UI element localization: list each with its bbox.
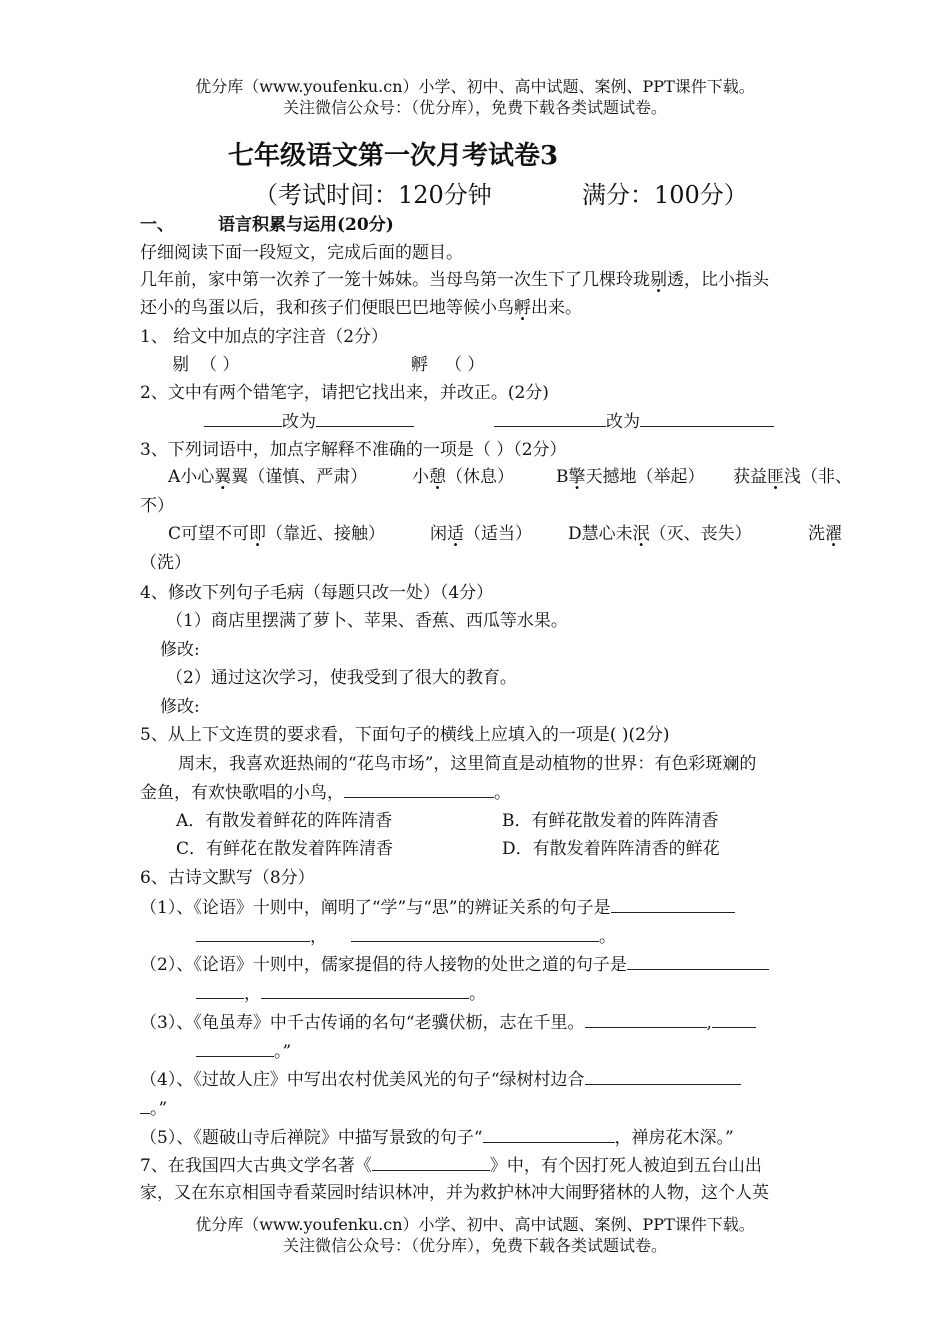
q6-item-4-cont: 。” [140,1097,167,1120]
question-7-line-1: 7、在我国四大古典文学名著《 》中，有个因打死人被迫到五台山出 [140,1156,762,1176]
question-7-line-2: 家，又在东京相国寺看菜园时结识林冲，并为救护林冲大闹野猪林的人物，这个人英 [140,1183,769,1203]
dotted-char: 剔 [650,270,667,290]
full-score: 满分：100分） [582,181,748,209]
answer-blank [316,410,414,427]
page-title: 七年级语文第一次月考试卷3 [228,141,559,171]
q3-option-d2: 洗濯 [808,524,842,544]
q4-sentence-2: （2）通过这次学习，使我受到了很大的教育。 [166,668,517,688]
answer-blank [627,953,769,970]
q6-item-1: （1）、《论语》十则中，阐明了“学”与“思”的辨证关系的句子是 [140,896,735,919]
exam-time: （考试时间：120分钟 [254,181,492,209]
q5-option-a: A．有散发着鲜花的阵阵清香 [176,811,393,831]
q3-option-d1: D慧心未泯（灭、丧失） [568,524,752,544]
q6-item-2-cont: ， 。 [196,982,486,1005]
answer-blank [611,896,735,913]
answer-blank [140,1097,150,1114]
q1-char-a: 剔 [172,355,189,375]
answer-blank [351,925,599,942]
q6-item-3: （3）、《龟虽寿》中千古传诵的名句“老骥伏枥，志在千里。 , [140,1011,756,1034]
footer-line-1: 优分库（www.youfenku.cn）小学、初中、高中试题、案例、PPT课件下载。 [195,1215,755,1234]
q5-option-b: B．有鲜花散发着的阵阵清香 [502,811,719,831]
q2-blanks: 改为 改为 [204,410,774,433]
q4-fix-label-1: 修改: [160,640,200,660]
answer-blank [372,1154,490,1171]
answer-blank [585,1011,707,1028]
passage-line-2: 还小的鸟蛋以后，我和孩子们便眼巴巴地等候小鸟孵出来。 [140,298,582,318]
question-3-stem: 3、下列词语中，加点字解释不准确的一项是（ ）（2分） [140,440,567,460]
answer-blank [712,1011,756,1028]
q5-option-d: D．有散发着阵阵清香的鲜花 [502,839,720,859]
answer-blank [261,982,469,999]
q1-answer-b: （ ） [445,355,485,375]
answer-blank [204,410,282,427]
passage-line-1: 几年前，家中第一次养了一笼十姊妹。当母鸟第一次生下了几棵玲珑剔透，比小指头 [140,270,769,290]
q5-passage-line-2: 金鱼，有欢快歌唱的小鸟， 。 [140,783,511,803]
answer-blank [483,1126,615,1143]
passage-intro: 仔细阅读下面一段短文，完成后面的题目。 [140,243,463,263]
answer-blank [640,410,774,427]
q1-char-b: 孵 [411,355,428,375]
q6-item-1-cont: ， 。 [196,925,616,948]
answer-blank [344,781,494,798]
q5-option-c: C．有鲜花在散发着阵阵清香 [176,839,394,859]
answer-blank [585,1068,741,1085]
q3-option-b1: B擎天撼地（举起） [556,467,705,487]
q6-item-5: （5）、《题破山寺后禅院》中描写景致的句子“ ，禅房花木深。” [140,1128,734,1148]
header-line-2: 关注微信公众号：（优分库），免费下载各类试题试卷。 [282,98,667,117]
q3-option-c1: C可望不可即（靠近、接触） [168,524,386,544]
question-6-stem: 6、古诗文默写（8分） [140,868,315,888]
q3-option-d-wrap: （洗） [140,553,191,573]
q5-passage-line-1: 周末，我喜欢逛热闹的“花鸟市场”，这里简直是动植物的世界：有色彩斑斓的 [178,754,757,774]
question-4-stem: 4、修改下列句子毛病（每题只改一处）（4分） [140,583,494,603]
q3-option-b2: 获益匪浅（非、 [733,467,852,487]
q1-answer-a: （ ） [200,355,240,375]
answer-blank [494,410,606,427]
question-2-stem: 2、文中有两个错笔字，请把它找出来，并改正。(2分) [140,383,549,403]
header-line-1: 优分库（www.youfenku.cn）小学、初中、高中试题、案例、PPT课件下载。 [195,77,755,96]
q3-option-a2: 小憩（休息） [412,467,514,487]
q3-option-a1: A小心翼翼（谨慎、严肃） [168,467,368,487]
q3-option-b-wrap: 不） [140,496,174,516]
answer-blank [196,982,244,999]
q6-item-2: （2）、《论语》十则中，儒家提倡的待人接物的处世之道的句子是 [140,953,769,976]
footer-line-2: 关注微信公众号：（优分库），免费下载各类试题试卷。 [282,1236,667,1255]
answer-blank [196,925,310,942]
q4-fix-label-2: 修改: [160,697,200,717]
q4-sentence-1: （1）商店里摆满了萝卜、苹果、香蕉、西瓜等水果。 [166,611,568,631]
q6-item-3-cont: 。” [196,1040,291,1063]
section-title: 语言积累与运用(20分) [218,215,394,235]
dotted-char: 孵 [514,298,531,318]
answer-blank [196,1040,274,1057]
q3-option-c2: 闲适（适当） [430,524,532,544]
q6-item-4: （4）、《过故人庄》中写出农村优美风光的句子“绿树村边合 [140,1068,741,1091]
question-1-stem: 1、 给文中加点的字注音（2分） [140,327,389,347]
section-number: 一、 [140,215,174,235]
question-5-stem: 5、从上下文连贯的要求看，下面句子的横线上应填入的一项是( )(2分) [140,725,670,745]
